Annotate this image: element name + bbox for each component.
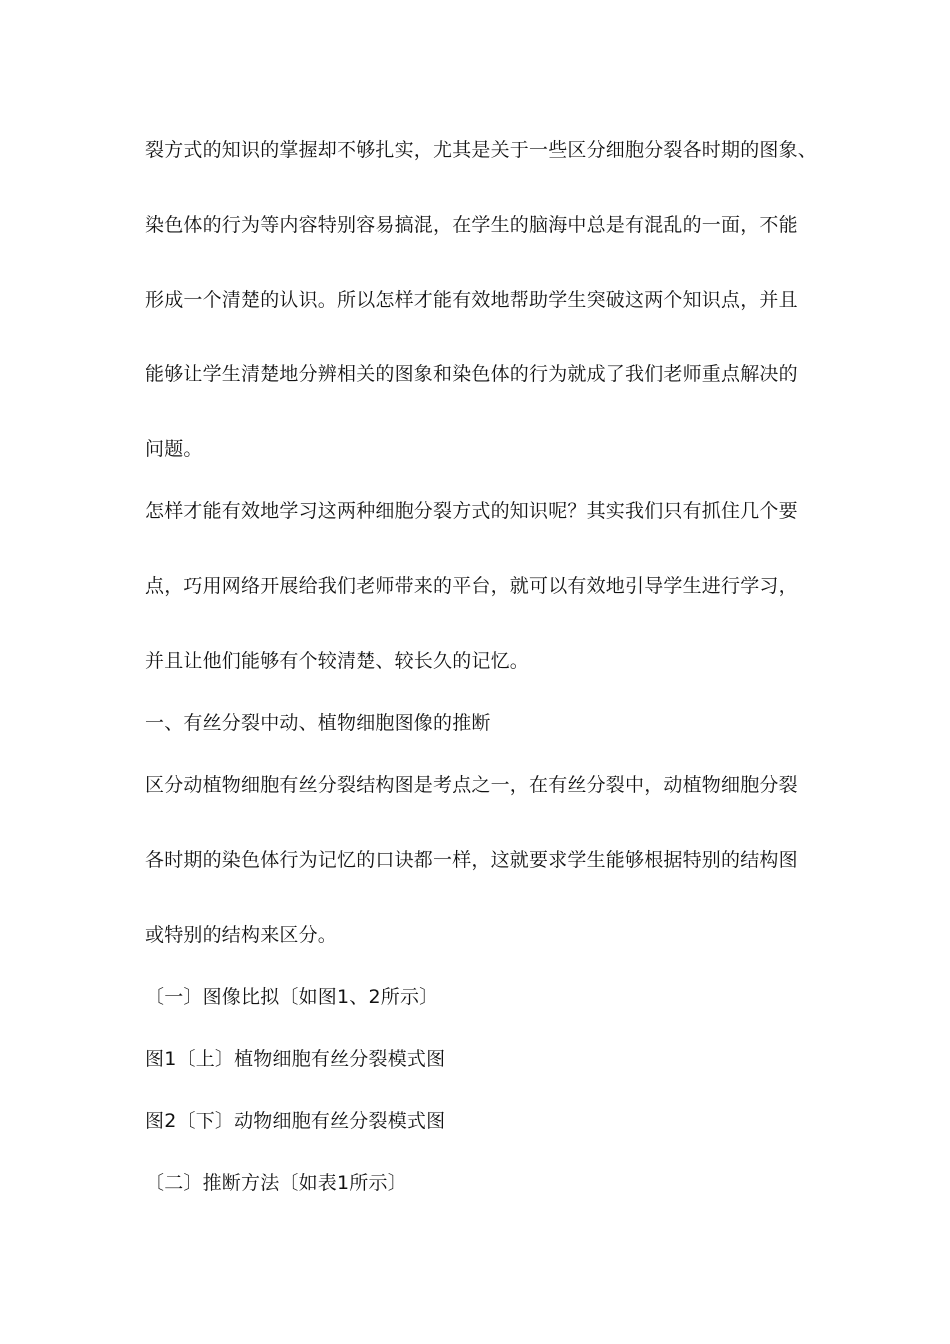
paragraph-2-line-1: 怎样才能有效地学习这两种细胞分裂方式的知识呢？其实我们只有抓住几个要 — [145, 500, 798, 522]
section-heading-1: 一、有丝分裂中动、植物细胞图像的推断 — [145, 712, 491, 734]
figure-1-caption: 图1〔上〕植物细胞有丝分裂模式图 — [145, 1048, 446, 1070]
paragraph-1-line-4: 能够让学生清楚地分辨相关的图象和染色体的行为就成了我们老师重点解决的 — [145, 363, 798, 385]
paragraph-1-line-2: 染色体的行为等内容特别容易搞混，在学生的脑海中总是有混乱的一面，不能 — [145, 214, 798, 236]
figure-2-caption: 图2〔下〕动物细胞有丝分裂模式图 — [145, 1110, 446, 1132]
paragraph-3-line-3: 或特别的结构来区分。 — [145, 924, 338, 946]
paragraph-1-line-3: 形成一个清楚的认识。所以怎样才能有效地帮助学生突破这两个知识点，并且 — [145, 289, 798, 311]
paragraph-3-line-1: 区分动植物细胞有丝分裂结构图是考点之一，在有丝分裂中，动植物细胞分裂 — [145, 774, 798, 796]
subheading-1: 〔一〕图像比拟〔如图1、2所示〕 — [145, 986, 439, 1008]
paragraph-2-line-2: 点，巧用网络开展给我们老师带来的平台，就可以有效地引导学生进行学习， — [145, 575, 798, 597]
subheading-2: 〔二〕推断方法〔如表1所示〕 — [145, 1172, 407, 1194]
paragraph-3-line-2: 各时期的染色体行为记忆的口诀都一样，这就要求学生能够根据特别的结构图 — [145, 849, 798, 871]
paragraph-1-line-5: 问题。 — [145, 438, 203, 460]
paragraph-2-line-3: 并且让他们能够有个较清楚、较长久的记忆。 — [145, 650, 530, 672]
paragraph-1-line-1: 裂方式的知识的掌握却不够扎实，尤其是关于一些区分细胞分裂各时期的图象、 — [145, 139, 818, 161]
